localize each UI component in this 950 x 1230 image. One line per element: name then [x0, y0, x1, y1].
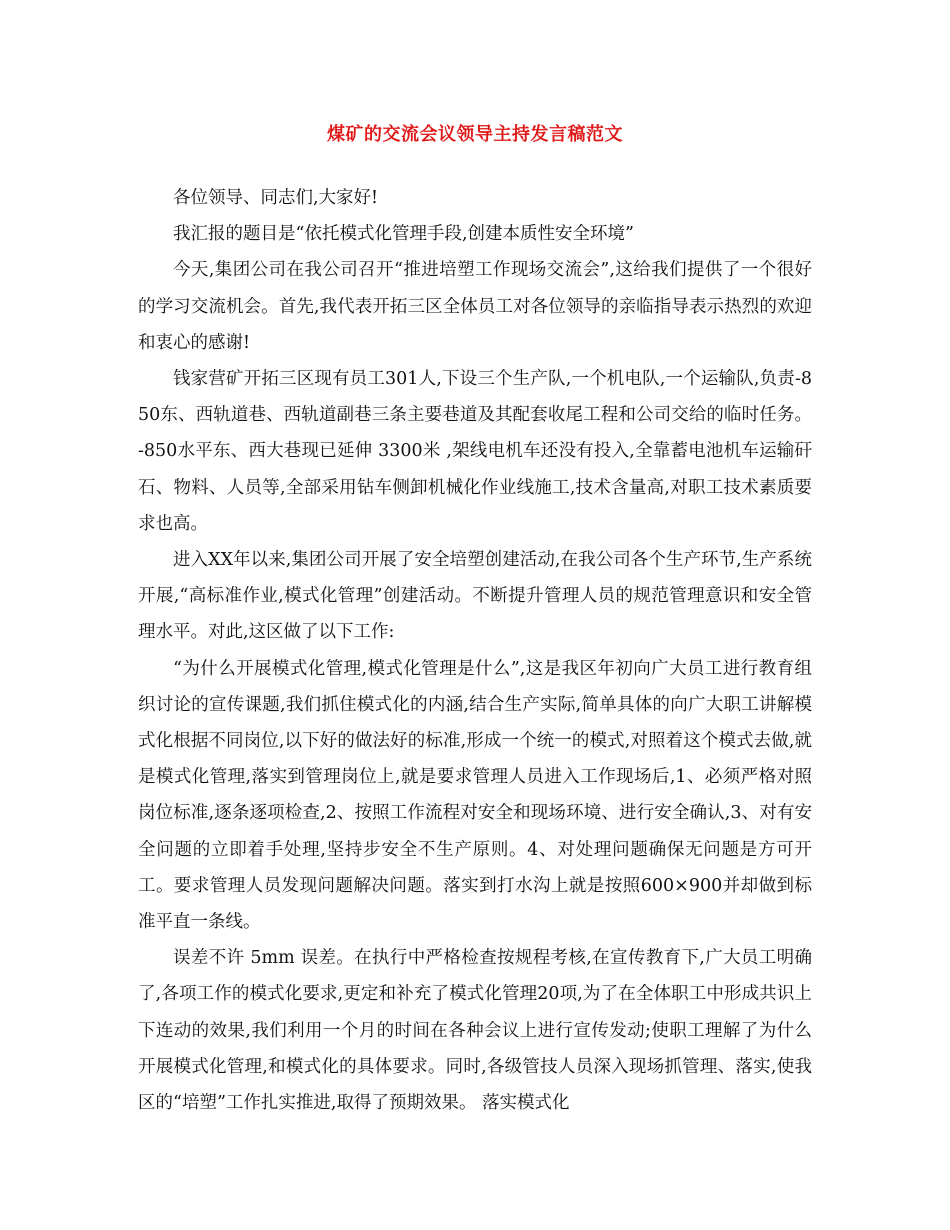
paragraph-report-topic: 我汇报的题目是“依托模式化管理手段,创建本质性安全环境”	[173, 224, 634, 245]
document-body	[138, 180, 812, 1121]
paragraph-greeting: 各位领导、同志们,大家好!	[173, 188, 379, 208]
paragraph-district-overview: 钱家营矿开拓三区现有员工301人,下设三个生产队,一个机电队,一个运输队,负责-850东、西轨道巷、西轨道副巷三条主要巷道及其配套收尾工程和公司交给的临时任务。-850水平东、西大巷现已延伸 3300米 ,架线电机车还没有投入,全靠蓄电池机车运输矸石、物料、人员等,全部采用钻车侧卸机械化作业线施工,技术含量高,对职工技术素质要求也高。	[138, 369, 812, 534]
paragraph-opening-thanks: 今天,集团公司在我公司召开“推进培塑工作现场交流会”,这给我们提供了一个很好的学习交流机会。首先,我代表开拓三区全体员工对各位领导的亲临指导表示热烈的欢迎和衷心的感谢!	[138, 260, 812, 353]
paragraph-results: 误差不许 5mm 误差。在执行中严格检查按规程考核,在宣传教育下,广大员工明确了,各项工作的模式化要求,更定和补充了模式化管理20项,为了在全体职工中形成共识上下连动的效果,我们利用一个月的时间在各种会议上进行宣传发动;使职工理解了为什么开展模式化管理,和模式化的具体要求。同时,各级管技人员深入现场抓管理、落实,使我区的“培塑”工作扎实推进,取得了预期效果。 落实模式化	[138, 948, 812, 1114]
document-title: 煤矿的交流会议领导主持发言稿范文	[327, 124, 623, 145]
paragraph-modeled-management: “为什么开展模式化管理,模式化管理是什么”,这是我区年初向广大员工进行教育组织讨论的宣传课题,我们抓住模式化的内涵,结合生产实际,简单具体的向广大职工讲解模式化根据不同岗位,以下好的做法好的标准,形成一个统一的模式,对照着这个模式去做,就是模式化管理,落实到管理岗位上,就是要求管理人员进入工作现场后,1、必须严格对照岗位标准,逐条逐项检查,2、按照工作流程对安全和现场环境、进行安全确认,3、对有安全问题的立即着手处理,坚持步安全不生产原则。4、对处理问题确保无问题是方可开工。要求管理人员发现问题解决问题。落实到打水沟上就是按照600×900并却做到标准平直一条线。	[138, 658, 812, 933]
paragraph-activity-intro: 进入XX年以来,集团公司开展了安全培塑创建活动,在我公司各个生产环节,生产系统开展,“高标准作业,模式化管理”创建活动。不断提升管理人员的规范管理意识和安全管理水平。对此,这区做了以下工作:	[138, 550, 812, 643]
